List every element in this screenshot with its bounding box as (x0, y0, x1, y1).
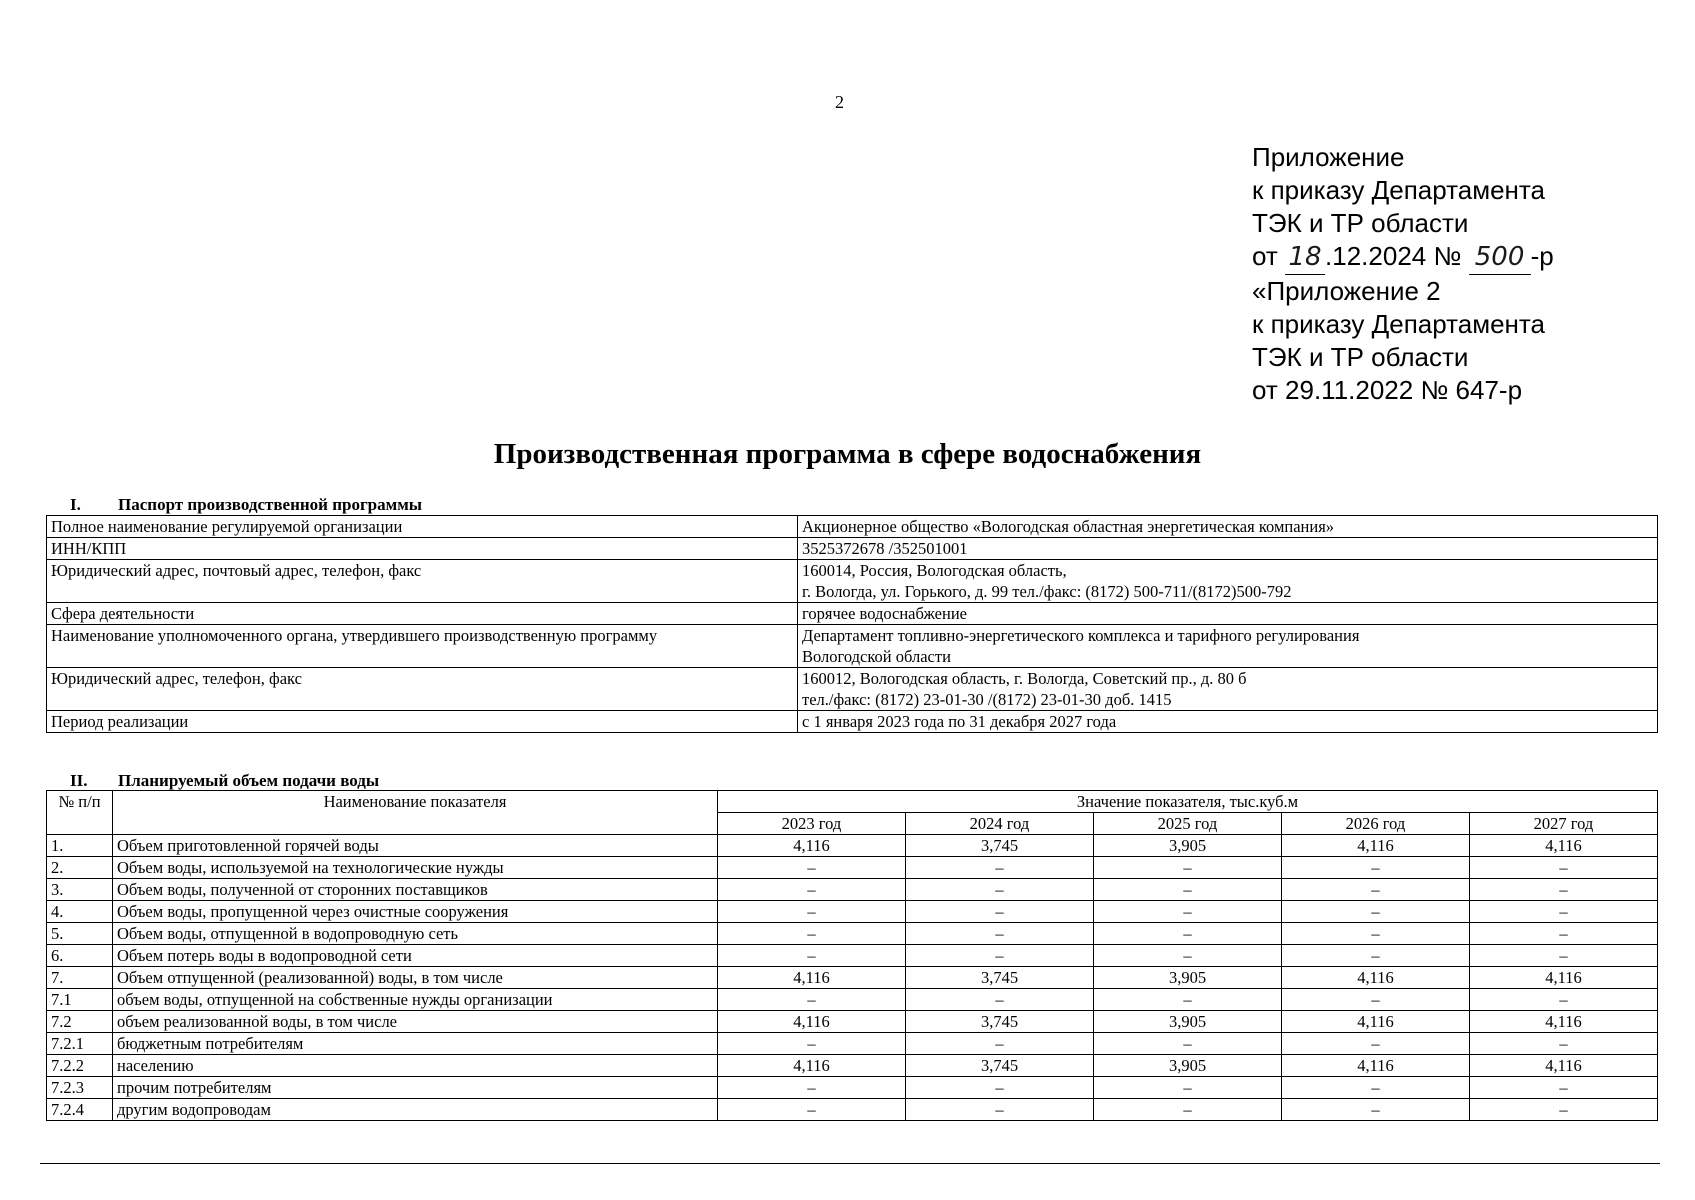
row-value: 4,116 (1470, 835, 1658, 857)
table-row (47, 1011, 1658, 1033)
table-row (47, 835, 1658, 857)
row-value: 4,116 (718, 967, 906, 989)
row-value: – (1470, 1077, 1658, 1099)
row-value: 4,116 (1282, 1055, 1470, 1077)
row-value: – (718, 989, 906, 1011)
passport-value-line: Акционерное общество «Вологодская областная энергетическая компания» (802, 517, 1335, 536)
row-name: Объем воды, отпущенной в водопроводную сеть (113, 923, 718, 945)
row-value: – (1470, 923, 1658, 945)
table-row (47, 879, 1658, 901)
water-volume-table (46, 790, 1658, 1121)
section-title-volumes (70, 771, 379, 791)
row-number: 1. (47, 835, 113, 857)
passport-value (798, 603, 1658, 625)
order-number-handwritten (1469, 240, 1531, 275)
passport-value-line: 3525372678 /352501001 (802, 539, 968, 558)
row-number: 7.2.4 (47, 1099, 113, 1121)
row-value: – (906, 1033, 1094, 1055)
row-name: объем воды, отпущенной на собственные нужды организации (113, 989, 718, 1011)
row-name: другим водопроводам (113, 1099, 718, 1121)
passport-label: Юридический адрес, телефон, факс (47, 668, 798, 711)
passport-value (798, 560, 1658, 603)
row-number: 7.2.3 (47, 1077, 113, 1099)
row-number: 7. (47, 967, 113, 989)
passport-value (798, 516, 1658, 538)
row-number: 7.2.1 (47, 1033, 113, 1055)
appendix-line: ТЭК и ТР области (1252, 342, 1469, 372)
row-value: – (1282, 879, 1470, 901)
passport-label: ИНН/КПП (47, 538, 798, 560)
passport-value (798, 625, 1658, 668)
appendix-block (1252, 141, 1554, 407)
passport-value-line: горячее водоснабжение (802, 604, 967, 623)
passport-label: Наименование уполномоченного органа, утвердившего производственную программу (47, 625, 798, 668)
header-year: 2023 год (718, 813, 906, 835)
row-value: – (1470, 857, 1658, 879)
row-value: – (906, 901, 1094, 923)
row-value: – (906, 879, 1094, 901)
passport-row (47, 625, 1658, 668)
row-value: 3,905 (1094, 967, 1282, 989)
row-number: 4. (47, 901, 113, 923)
order-day-handwritten (1285, 240, 1325, 275)
row-name: Объем отпущенной (реализованной) воды, в том числе (113, 967, 718, 989)
table-row (47, 967, 1658, 989)
row-name: Объем потерь воды в водопроводной сети (113, 945, 718, 967)
row-value: 4,116 (1282, 967, 1470, 989)
header-year: 2024 год (906, 813, 1094, 835)
passport-table (46, 515, 1658, 733)
row-value: 4,116 (1470, 967, 1658, 989)
row-value: – (1094, 1099, 1282, 1121)
row-value: – (906, 945, 1094, 967)
row-value: – (718, 923, 906, 945)
order-date-rest: .12.2024 № (1325, 241, 1462, 271)
passport-row (47, 711, 1658, 733)
row-value: – (906, 1099, 1094, 1121)
row-name: объем реализованной воды, в том числе (113, 1011, 718, 1033)
passport-value-line: тел./факс: (8172) 23-01-30 /(8172) 23-01-30 доб. 1415 (802, 690, 1172, 709)
row-value: – (718, 857, 906, 879)
row-value: – (1470, 945, 1658, 967)
row-value: – (906, 1077, 1094, 1099)
row-number: 7.2.2 (47, 1055, 113, 1077)
table-row (47, 989, 1658, 1011)
row-number: 7.1 (47, 989, 113, 1011)
passport-label: Сфера деятельности (47, 603, 798, 625)
order-number-value: 500 (1474, 242, 1525, 272)
row-value: – (1094, 945, 1282, 967)
header-year: 2026 год (1282, 813, 1470, 835)
section-number: I. (70, 495, 81, 514)
row-value: – (1282, 923, 1470, 945)
passport-value-line: Департамент топливно-энергетического комплекса и тарифного регулирования (802, 626, 1360, 645)
table-row (47, 1033, 1658, 1055)
row-value: 4,116 (718, 835, 906, 857)
row-value: – (906, 923, 1094, 945)
row-value: – (1470, 1099, 1658, 1121)
order-suffix: -р (1530, 241, 1554, 271)
row-value: – (1094, 1033, 1282, 1055)
row-value: – (1282, 857, 1470, 879)
order-prefix: от (1252, 241, 1278, 271)
appendix-line: Приложение (1252, 142, 1405, 172)
row-value: – (906, 989, 1094, 1011)
passport-label: Юридический адрес, почтовый адрес, телефон, факс (47, 560, 798, 603)
row-value: – (718, 1033, 906, 1055)
table-row (47, 923, 1658, 945)
passport-value (798, 711, 1658, 733)
row-value: – (1470, 989, 1658, 1011)
page-number: 2 (835, 92, 844, 112)
row-value: 3,905 (1094, 835, 1282, 857)
row-value: – (718, 1099, 906, 1121)
row-name: Объем воды, пропущенной через очистные сооружения (113, 901, 718, 923)
order-day-value: 18 (1288, 242, 1322, 272)
row-value: 3,745 (906, 1055, 1094, 1077)
row-name: населению (113, 1055, 718, 1077)
passport-value-line: с 1 января 2023 года по 31 декабря 2027 года (802, 712, 1117, 731)
row-number: 7.2 (47, 1011, 113, 1033)
row-value: – (1094, 923, 1282, 945)
row-value: – (1470, 1033, 1658, 1055)
header-value-group: Значение показателя, тыс.куб.м (718, 791, 1658, 813)
row-value: – (1094, 901, 1282, 923)
row-number: 5. (47, 923, 113, 945)
passport-value-line: г. Вологда, ул. Горького, д. 99 тел./факс: (8172) 500-711/(8172)500-792 (802, 582, 1292, 601)
section-number: II. (70, 771, 88, 790)
row-value: – (1094, 857, 1282, 879)
row-value: 4,116 (1470, 1011, 1658, 1033)
row-value: 3,905 (1094, 1011, 1282, 1033)
passport-label: Период реализации (47, 711, 798, 733)
appendix-line: ТЭК и ТР области (1252, 208, 1469, 238)
row-value: – (1094, 879, 1282, 901)
row-value: – (1470, 901, 1658, 923)
row-name: Объем воды, полученной от сторонних поставщиков (113, 879, 718, 901)
row-name: Объем воды, используемой на технологические нужды (113, 857, 718, 879)
passport-row (47, 516, 1658, 538)
table-row (47, 857, 1658, 879)
row-number: 2. (47, 857, 113, 879)
section-heading: Планируемый объем подачи воды (118, 771, 380, 790)
row-value: – (1282, 989, 1470, 1011)
row-number: 3. (47, 879, 113, 901)
passport-row (47, 603, 1658, 625)
bottom-rule (40, 1163, 1660, 1164)
table-row (47, 1077, 1658, 1099)
table-row (47, 901, 1658, 923)
appendix-line: от 29.11.2022 № 647-р (1252, 375, 1523, 405)
passport-row (47, 538, 1658, 560)
row-name: Объем приготовленной горячей воды (113, 835, 718, 857)
row-value: – (718, 879, 906, 901)
appendix-line: «Приложение 2 (1252, 276, 1441, 306)
order-date-line (1252, 240, 1554, 275)
row-value: – (1282, 1077, 1470, 1099)
section-heading: Паспорт производственной программы (118, 495, 423, 514)
row-number: 6. (47, 945, 113, 967)
header-year: 2025 год (1094, 813, 1282, 835)
row-value: – (1094, 1077, 1282, 1099)
row-name: бюджетным потребителям (113, 1033, 718, 1055)
row-value: 4,116 (718, 1011, 906, 1033)
table-row (47, 1055, 1658, 1077)
passport-value-line: 160012, Вологодская область, г. Вологда, Советский пр., д. 80 б (802, 669, 1247, 688)
row-value: – (718, 1077, 906, 1099)
row-value: 4,116 (718, 1055, 906, 1077)
table-header-row (47, 791, 1658, 813)
header-year: 2027 год (1470, 813, 1658, 835)
header-name: Наименование показателя (113, 791, 718, 835)
table-row (47, 1099, 1658, 1121)
row-value: – (1094, 989, 1282, 1011)
row-value: 4,116 (1282, 835, 1470, 857)
row-value: 4,116 (1470, 1055, 1658, 1077)
passport-row (47, 560, 1658, 603)
row-value: 3,745 (906, 835, 1094, 857)
row-value: 4,116 (1282, 1011, 1470, 1033)
passport-row (47, 668, 1658, 711)
document-title: Производственная программа в сфере водоснабжения (493, 438, 1202, 470)
row-value: – (1282, 945, 1470, 967)
passport-value (798, 668, 1658, 711)
passport-value (798, 538, 1658, 560)
passport-value-line: Вологодской области (802, 647, 951, 666)
row-value: – (1470, 879, 1658, 901)
row-value: – (718, 901, 906, 923)
row-name: прочим потребителям (113, 1077, 718, 1099)
row-value: 3,905 (1094, 1055, 1282, 1077)
row-value: 3,745 (906, 1011, 1094, 1033)
row-value: – (718, 945, 906, 967)
row-value: – (1282, 1099, 1470, 1121)
passport-value-line: 160014, Россия, Вологодская область, (802, 561, 1067, 580)
table-row (47, 945, 1658, 967)
row-value: – (1282, 901, 1470, 923)
appendix-line: к приказу Департамента (1252, 309, 1545, 339)
section-title-passport (70, 495, 422, 515)
header-num: № п/п (47, 791, 113, 835)
row-value: – (906, 857, 1094, 879)
row-value: – (1282, 1033, 1470, 1055)
passport-label: Полное наименование регулируемой организации (47, 516, 798, 538)
row-value: 3,745 (906, 967, 1094, 989)
appendix-line: к приказу Департамента (1252, 175, 1545, 205)
